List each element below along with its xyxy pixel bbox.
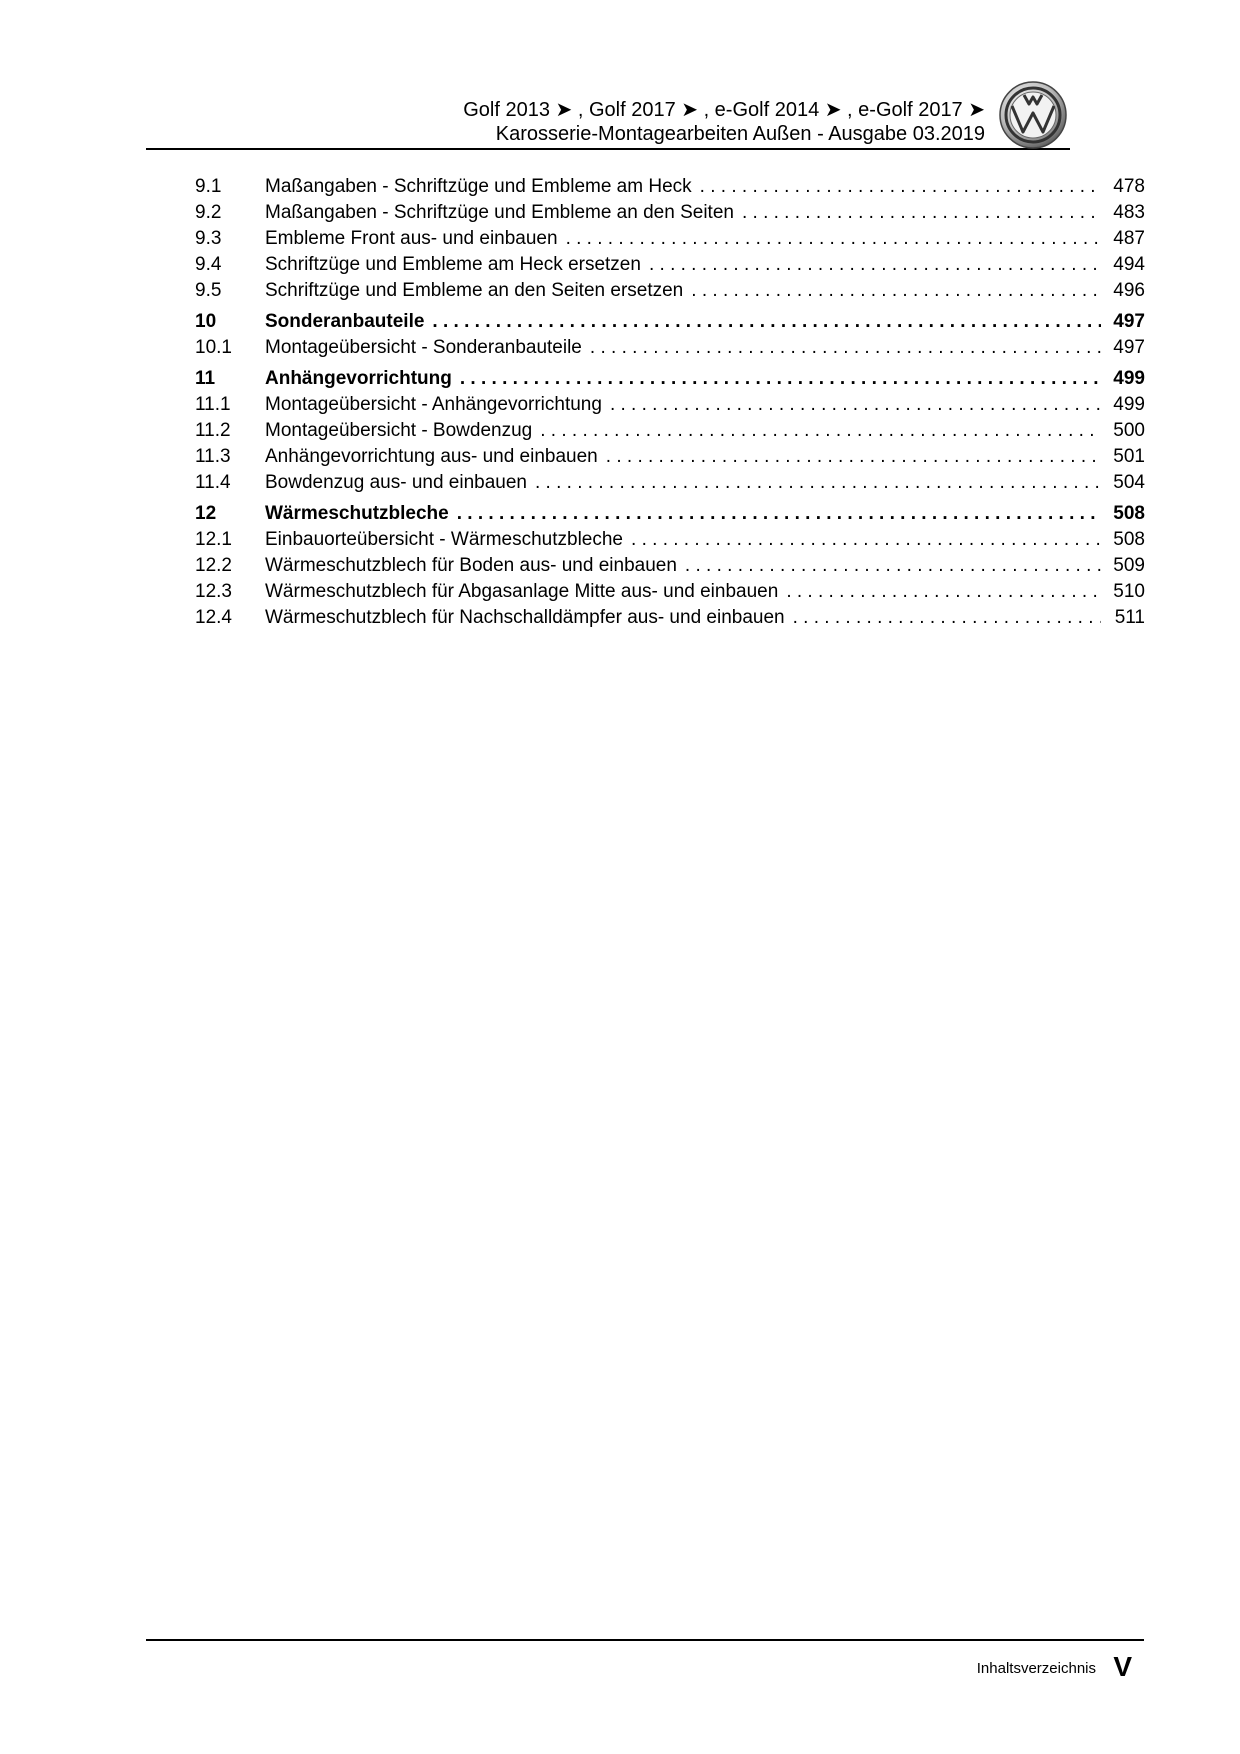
toc-dot-leader: [457, 501, 1101, 527]
toc-entry-number: 11.1: [195, 394, 231, 415]
toc-entry[interactable]: [195, 252, 1145, 278]
toc-entry-page: 509: [1113, 555, 1145, 576]
toc-dot-leader: [590, 335, 1101, 361]
toc-entry-page: 478: [1113, 176, 1145, 197]
toc-entry-page: 499: [1113, 368, 1145, 389]
toc-entry-number: 11.2: [195, 420, 231, 441]
toc-dot-leader: [606, 444, 1101, 470]
toc-dot-leader: [631, 527, 1101, 553]
toc-entry-page: 500: [1113, 420, 1145, 441]
toc-entry-page: 494: [1113, 254, 1145, 275]
footer-page-number: V: [1113, 1651, 1132, 1682]
toc-entry-title: Montageübersicht - Anhängevorrichtung: [265, 394, 602, 415]
page-header: [146, 98, 1070, 150]
toc-entry[interactable]: [195, 226, 1145, 252]
toc-entry-number: 9.2: [195, 202, 222, 223]
footer-section-label: Inhaltsverzeichnis: [976, 1660, 1096, 1677]
toc-entry-title: Wärmeschutzblech für Abgasanlage Mitte aus- und einbauen: [265, 581, 779, 602]
toc-dot-leader: [566, 226, 1101, 252]
toc-entry[interactable]: [195, 278, 1145, 304]
toc-chapter-entry[interactable]: [195, 309, 1145, 335]
toc-entry-title: Wärmeschutzbleche: [265, 503, 449, 524]
toc-dot-leader: [649, 252, 1101, 278]
toc-entry-number: 9.1: [195, 176, 222, 197]
toc-dot-leader: [535, 470, 1101, 496]
toc-dot-leader: [432, 309, 1101, 335]
toc-entry-page: 496: [1113, 280, 1145, 301]
toc-entry-title: Anhängevorrichtung: [265, 368, 452, 389]
toc-entry-page: 508: [1113, 503, 1145, 524]
toc-dot-leader: [460, 366, 1101, 392]
toc-entry[interactable]: [195, 392, 1145, 418]
toc-entry-title: Bowdenzug aus- und einbauen: [265, 472, 527, 493]
toc-chapter-entry[interactable]: [195, 501, 1145, 527]
toc-dot-leader: [742, 200, 1101, 226]
toc-entry[interactable]: [195, 335, 1145, 361]
toc-entry-number: 11: [195, 368, 216, 389]
toc-entry[interactable]: [195, 200, 1145, 226]
toc-entry-page: 511: [1114, 607, 1145, 628]
toc-dot-leader: [691, 278, 1101, 304]
toc-entry-page: 483: [1113, 202, 1145, 223]
header-text: [463, 98, 985, 146]
toc-entry-page: 508: [1113, 529, 1145, 550]
toc-dot-leader: [793, 605, 1101, 631]
toc-entry-title: Embleme Front aus- und einbauen: [265, 228, 558, 249]
toc-entry-page: 499: [1113, 394, 1145, 415]
manual-title: Karosserie-Montagearbeiten Außen - Ausgabe 03.2019: [495, 123, 985, 145]
toc-dot-leader: [700, 174, 1101, 200]
toc-entry-number: 10.1: [195, 337, 232, 358]
toc-dot-leader: [540, 418, 1101, 444]
toc-entry-title: Schriftzüge und Embleme am Heck ersetzen: [265, 254, 641, 275]
toc-entry-number: 9.3: [195, 228, 222, 249]
toc-entry-page: 487: [1113, 228, 1145, 249]
toc-entry-page: 504: [1113, 472, 1145, 493]
toc-entry-title: Anhängevorrichtung aus- und einbauen: [265, 446, 598, 467]
toc-entry-number: 9.4: [195, 254, 222, 275]
toc-entry-number: 10: [195, 311, 217, 332]
toc-entry[interactable]: [195, 418, 1145, 444]
toc-entry-page: 510: [1113, 581, 1145, 602]
toc-entry-title: Schriftzüge und Embleme an den Seiten ersetzen: [265, 280, 684, 301]
toc-entry-number: 12.3: [195, 581, 232, 602]
toc-entry-number: 12: [195, 503, 217, 524]
toc-dot-leader: [610, 392, 1101, 418]
page-footer: [146, 1639, 1144, 1682]
toc-entry-title: Sonderanbauteile: [265, 311, 425, 332]
toc-entry[interactable]: [195, 470, 1145, 496]
toc-entry-number: 11.3: [195, 446, 231, 467]
toc-entry[interactable]: [195, 579, 1145, 605]
toc-entry[interactable]: [195, 174, 1145, 200]
toc-chapter-entry[interactable]: [195, 366, 1145, 392]
toc-entry-page: 497: [1113, 337, 1145, 358]
toc-entry-title: Maßangaben - Schriftzüge und Embleme an den Seiten: [265, 202, 734, 223]
model-line: Golf 2013 ➤ , Golf 2017 ➤ , e-Golf 2014 ➤ , e-Golf 2017 ➤: [463, 99, 985, 121]
toc-entry-number: 11.4: [195, 472, 231, 493]
toc-entry-title: Einbauorteübersicht - Wärmeschutzbleche: [265, 529, 624, 550]
toc-entry-page: 497: [1113, 311, 1145, 332]
toc-entry-title: Montageübersicht - Bowdenzug: [265, 420, 533, 441]
toc-entry-title: Montageübersicht - Sonderanbauteile: [265, 337, 582, 358]
toc-entry-number: 12.4: [195, 607, 232, 628]
table-of-contents: [195, 174, 1145, 631]
toc-entry[interactable]: [195, 527, 1145, 553]
toc-entry-number: 9.5: [195, 280, 222, 301]
toc-entry-title: Wärmeschutzblech für Boden aus- und einbauen: [265, 555, 677, 576]
toc-entry-number: 12.1: [195, 529, 232, 550]
toc-entry[interactable]: [195, 605, 1145, 631]
toc-dot-leader: [685, 553, 1101, 579]
toc-entry[interactable]: [195, 444, 1145, 470]
toc-entry-number: 12.2: [195, 555, 232, 576]
toc-entry-title: Maßangaben - Schriftzüge und Embleme am Heck: [265, 176, 692, 197]
toc-entry[interactable]: [195, 553, 1145, 579]
toc-dot-leader: [786, 579, 1101, 605]
vw-logo-icon: [998, 80, 1068, 150]
toc-entry-title: Wärmeschutzblech für Nachschalldämpfer aus- und einbauen: [265, 607, 785, 628]
toc-entry-page: 501: [1113, 446, 1145, 467]
